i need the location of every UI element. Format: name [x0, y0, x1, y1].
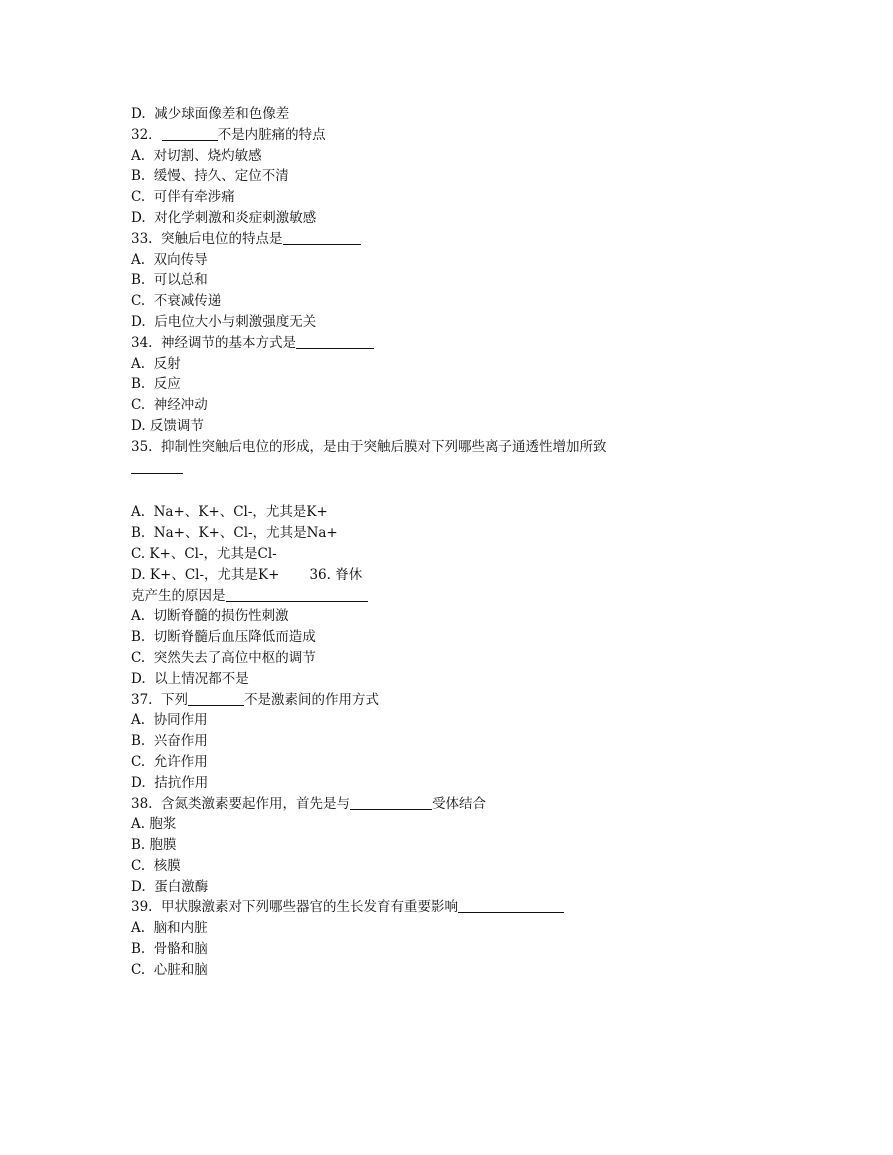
question-34: [131, 333, 771, 354]
option-line: D. 拮抗作用: [131, 774, 209, 791]
option-line: C. 可伴有牵涉痛: [131, 189, 235, 206]
option-line: A. 双向传导: [131, 251, 208, 268]
question-text: 37. 下列: [131, 691, 189, 708]
option-line: D. 减少球面像差和色像差: [131, 106, 290, 122]
option-line: D. 以上情况都不是: [131, 670, 249, 687]
answer-blank: [350, 795, 432, 810]
answer-blank: [188, 691, 244, 706]
option-line: B. 反应: [131, 376, 181, 393]
option-line: B. 可以总和: [131, 272, 208, 289]
question-text: 33. 突触后电位的特点是: [131, 230, 283, 247]
option-line: D. K+、Cl-，尤其是K+ 36. 脊休: [131, 566, 363, 583]
option-line: D. 蛋白激酶: [131, 878, 209, 895]
question-39: [131, 897, 771, 918]
option-line: C. 允许作用: [131, 753, 208, 770]
option-line: A. 切断脊髓的损伤性刺激: [131, 608, 289, 625]
option-line: B. 胞膜: [131, 837, 177, 854]
question-33: [131, 229, 771, 250]
question-text: 39. 甲状腺激素对下列哪些器官的生长发育有重要影响: [131, 899, 459, 916]
option-line: A. 胞浆: [131, 816, 177, 833]
question-text: 不是内脏痛的特点: [217, 126, 326, 143]
option-line: C. 神经冲动: [131, 397, 208, 414]
option-line: C. 心脏和脑: [131, 961, 208, 978]
answer-blank: [131, 459, 183, 474]
option-line: B. 切断脊髓后血压降低而造成: [131, 629, 316, 646]
answer-blank: [162, 126, 218, 141]
option-line: B. 兴奋作用: [131, 733, 208, 750]
question-text: 34. 神经调节的基本方式是: [131, 334, 297, 351]
question-text: 受体结合: [432, 795, 487, 812]
option-line: B. 缓慢、持久、定位不清: [131, 168, 289, 185]
option-line: C. 不衰减传递: [131, 293, 222, 310]
option-line: C. 突然失去了高位中枢的调节: [131, 649, 316, 666]
option-line: C. 核膜: [131, 857, 181, 874]
option-line: D. 反馈调节: [131, 417, 204, 434]
option-line: A. 脑和内脏: [131, 920, 208, 937]
answer-blank: [283, 230, 361, 245]
option-line: D. 后电位大小与刺激强度无关: [131, 313, 317, 330]
question-text: 38. 含氮类激素要起作用，首先是与: [131, 795, 351, 812]
option-line: A. 协同作用: [131, 712, 208, 729]
spacer: [131, 478, 771, 502]
question-number: 32．: [131, 126, 162, 143]
question-35-blank-line: [131, 458, 771, 479]
question-text: 不是激素间的作用方式: [244, 691, 380, 708]
question-37: [131, 690, 771, 711]
question-32: [131, 125, 771, 146]
option-line: A. 对切割、烧灼敏感: [131, 147, 262, 164]
question-36: [131, 586, 771, 607]
option-line: B. 骨骼和脑: [131, 941, 208, 958]
option-line: B. Na+、K+、Cl-，尤其是Na+: [131, 525, 338, 542]
answer-blank: [296, 334, 374, 349]
question-38: [131, 794, 771, 815]
question-35: 35. 抑制性突触后电位的形成，是由于突触后膜对下列哪些离子通透性增加所致: [131, 438, 607, 455]
answer-blank: [458, 898, 564, 913]
exam-page: [131, 104, 771, 981]
option-line: A. 反射: [131, 355, 181, 372]
option-line: D. 对化学刺激和炎症刺激敏感: [131, 209, 317, 226]
question-text: 克产生的原因是: [131, 587, 226, 604]
option-line: A. Na+、K+、Cl-，尤其是K+: [131, 504, 328, 521]
answer-blank: [226, 587, 368, 602]
option-line: C. K+、Cl-，尤其是Cl-: [131, 545, 277, 562]
